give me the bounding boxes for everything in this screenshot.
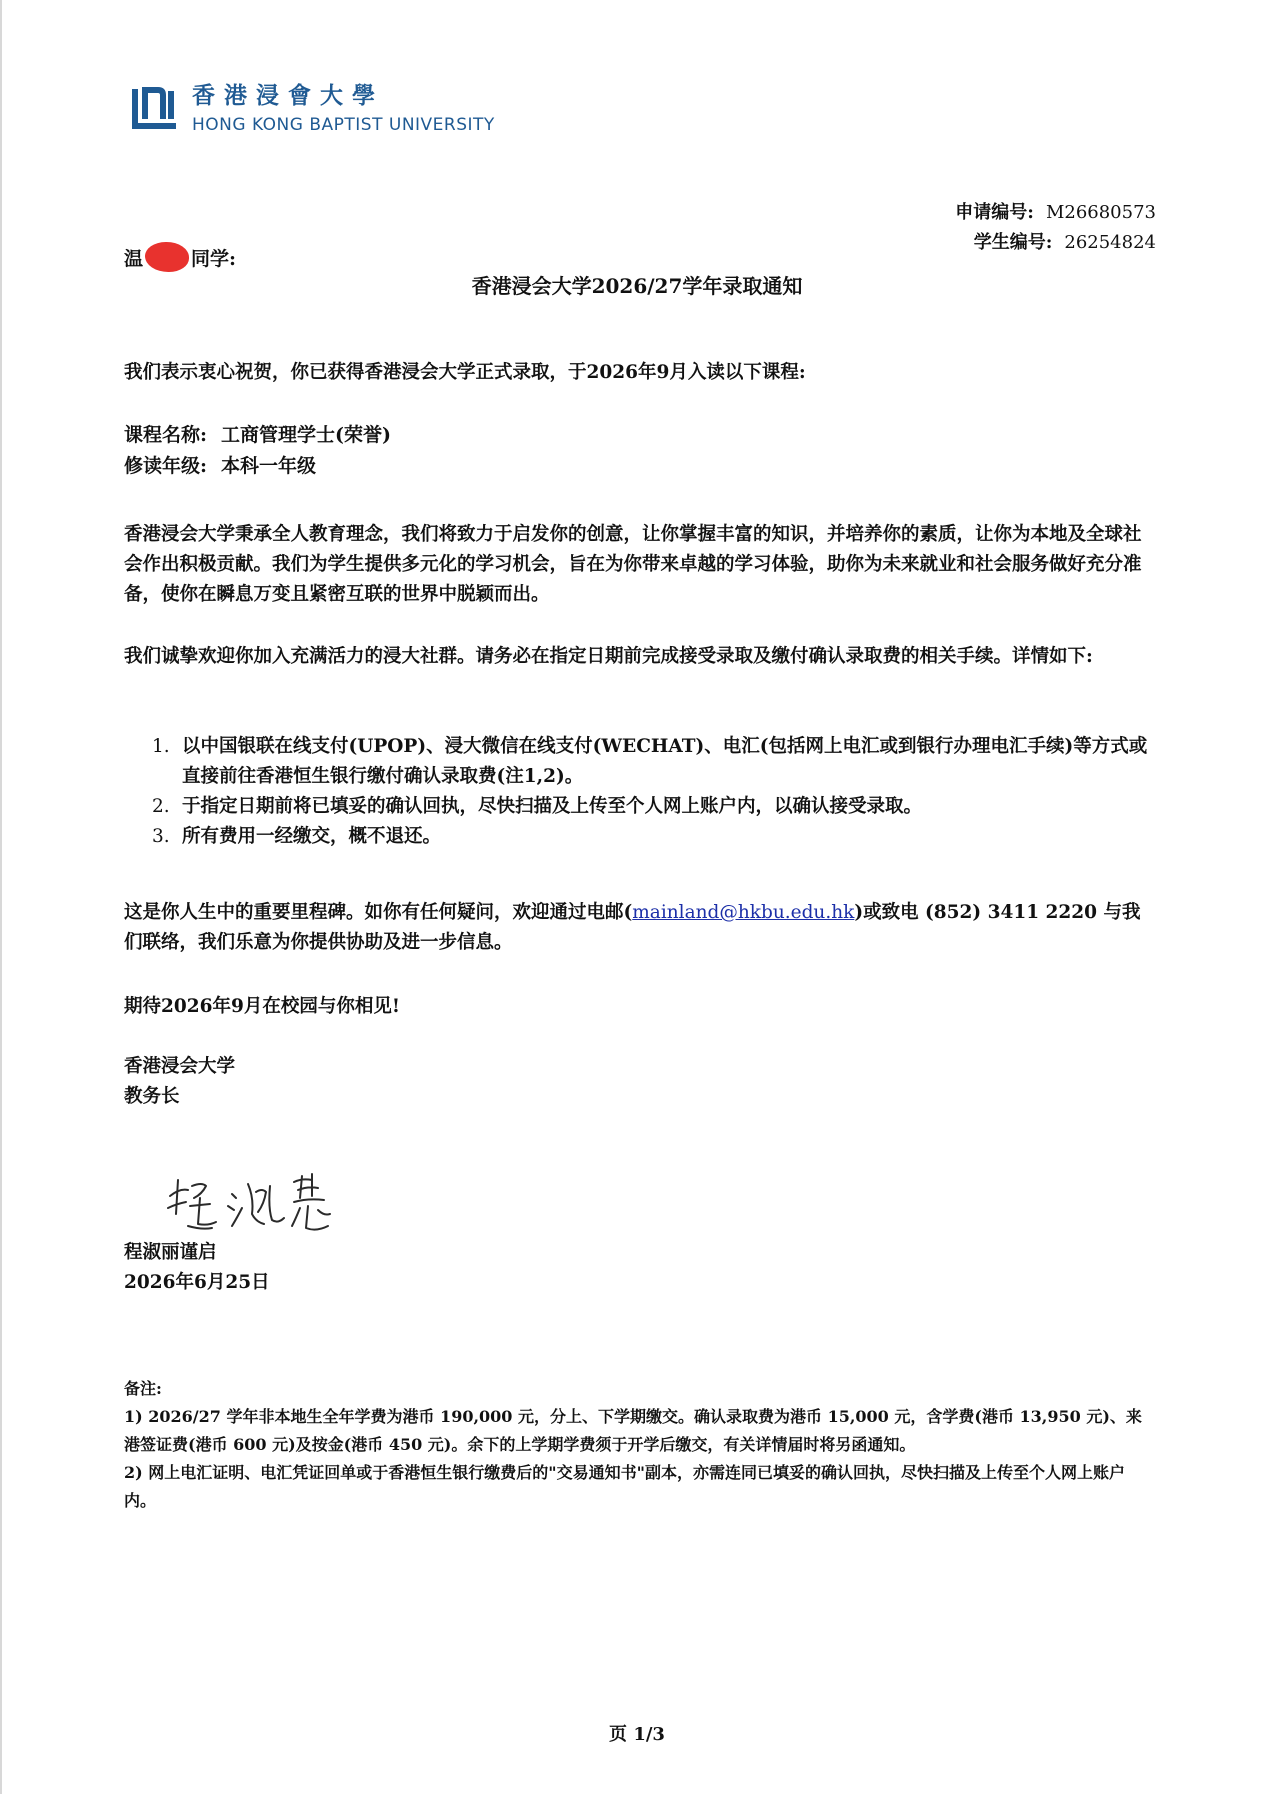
course-name-line <box>124 420 1154 451</box>
hkbu-emblem-icon <box>128 83 180 135</box>
contact-email-link[interactable]: mainland@hkbu.edu.hk <box>632 902 855 923</box>
welcome-paragraph: 我们诚挚欢迎你加入充满活力的浸大社群。请务必在指定日期前完成接受录取及缴付确认录取费的相关手续。详情如下: <box>124 646 1093 667</box>
contact-paragraph <box>124 898 1154 958</box>
notes-section <box>124 1375 1154 1515</box>
list-item <box>152 822 1152 852</box>
salutation-surname: 温 <box>124 247 144 270</box>
logo-chinese-name: 香港浸會大學 <box>192 83 384 109</box>
application-number-label: 申请编号: <box>955 202 1034 223</box>
list-item-text: 以中国银联在线支付(UPOP)、浸大微信在线支付(WECHAT)、电汇(包括网上电汇或到银行办理电汇手续)等方式或直接前往香港恒生银行缴付确认录取费(注1,2)。 <box>182 736 1148 787</box>
letter-date: 2026年6月25日 <box>124 1272 270 1293</box>
closing-line: 期待2026年9月在校园与你相见! <box>124 996 400 1017</box>
page-number: 页 1/3 <box>609 1724 665 1745</box>
student-number <box>974 228 1156 254</box>
course-name-label: 课程名称: <box>124 424 208 446</box>
course-year-label: 修读年级: <box>124 455 208 477</box>
signatory-name: 程淑丽谨启 <box>124 1242 217 1263</box>
sign-off-organization: 香港浸会大学 <box>124 1056 236 1077</box>
course-year-value: 本科一年级 <box>221 455 317 477</box>
letter-title: 香港浸会大学2026/27学年录取通知 <box>471 274 803 298</box>
sign-off-block <box>124 1052 1154 1112</box>
list-item-number: 2. <box>152 796 170 817</box>
list-item <box>152 792 1152 822</box>
note-item: 2) 网上电汇证明、电汇凭证回单或于香港恒生银行缴费后的"交易通知书"副本，亦需连同已填妥的确认回执，尽快扫描及上传至个人网上账户内。 <box>124 1463 1125 1510</box>
student-number-value: 26254824 <box>1064 232 1156 253</box>
notes-heading: 备注: <box>124 1379 162 1398</box>
course-year-line <box>124 451 1154 482</box>
philosophy-paragraph: 香港浸会大学秉承全人教育理念，我们将致力于启发你的创意，让你掌握丰富的知识，并培养你的素质，让你为本地及全球社会作出积极贡献。我们为学生提供多元化的学习机会，旨在为你带来卓越的学习体验，助你为未来就业和社会服务做好充分准备，使你在瞬息万变且紧密互联的世界中脱颖而出。 <box>124 524 1142 605</box>
handwritten-signature <box>162 1168 337 1238</box>
course-details <box>124 420 1154 482</box>
contact-text-after: )或致电 (852) 3411 2220 与我们联络，我们乐意为你提供协助及进一步信息。 <box>124 902 1141 953</box>
list-item-text: 所有费用一经缴交，概不退还。 <box>182 826 442 847</box>
logo-english-name: HONG KONG BAPTIST UNIVERSITY <box>192 115 495 135</box>
redaction-mark <box>145 242 189 272</box>
salutation-suffix: 同学: <box>191 247 237 270</box>
course-name-value: 工商管理学士(荣誉) <box>221 424 391 446</box>
salutation <box>124 242 236 272</box>
university-logo <box>128 82 495 136</box>
list-item-number: 3. <box>152 826 170 847</box>
student-number-label: 学生编号: <box>973 232 1053 253</box>
application-number <box>955 198 1156 224</box>
note-item: 1) 2026/27 学年非本地生全年学费为港币 190,000 元，分上、下学期缴交。确认录取费为港币 15,000 元，含学费(港币 13,950 元)、来港签证费(港币 600 元)及按金(港币 450 元)。余下的上学期学费须于开学后缴交，有关详情届时将另函通知。 <box>124 1407 1142 1454</box>
list-item <box>152 732 1152 792</box>
contact-text-before: 这是你人生中的重要里程碑。如你有任何疑问，欢迎通过电邮( <box>124 902 633 923</box>
steps-list <box>152 732 1152 852</box>
sign-off-position: 教务长 <box>124 1086 180 1107</box>
application-number-value: M26680573 <box>1045 202 1156 223</box>
list-item-number: 1. <box>152 736 170 757</box>
list-item-text: 于指定日期前将已填妥的确认回执，尽快扫描及上传至个人网上账户内，以确认接受录取。 <box>182 796 923 817</box>
intro-paragraph: 我们表示衷心祝贺，你已获得香港浸会大学正式录取，于2026年9月入读以下课程: <box>124 362 806 383</box>
signatory-block <box>124 1238 1154 1298</box>
